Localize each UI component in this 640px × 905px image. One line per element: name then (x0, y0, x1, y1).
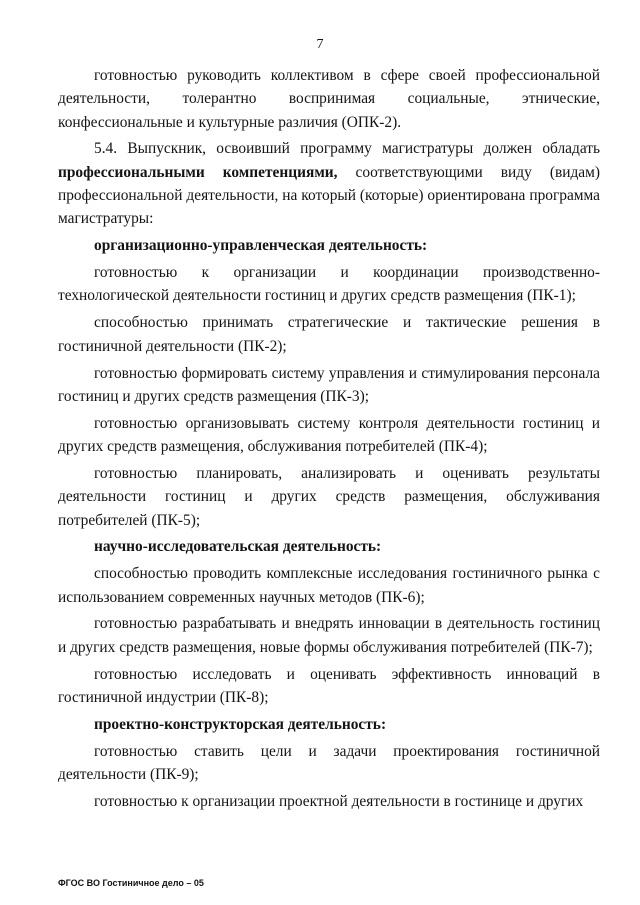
paragraph-5-4-bold-term: профессиональными компетенциями, (58, 163, 338, 181)
paragraph-5-4 (58, 137, 600, 230)
page-number: 7 (316, 37, 324, 52)
paragraph-opk-2: готовностью руководить коллективом в сфере своей профессиональной деятельности, толерантно воспринимая социальные, этнические, конфессиональные и культурные различия (ОПК-2). (58, 67, 600, 131)
paragraph-pk-3: готовностью формировать систему управления и стимулирования персонала гостиниц и других средств размещения (ПК-3); (58, 364, 600, 405)
footer-document-code: ФГОС ВО Гостиничное дело – 05 (58, 878, 204, 888)
paragraph-pk-7: готовностью разрабатывать и внедрять инновации в деятельность гостиниц и других средств размещения, новые формы обслуживания потребителей (ПК-7); (58, 615, 600, 656)
paragraph-5-4-intro: 5.4. Выпускник, освоивший программу магистратуры должен обладать (94, 140, 600, 158)
paragraph-pk-5: готовностью планировать, анализировать и оценивать результаты деятельности гостиниц и других средств размещения, обслуживания потребителей (ПК-5); (58, 464, 600, 529)
document-body (58, 64, 600, 817)
paragraph-pk-1: готовностью к организации и координации производственно-технологической деятельности гостиниц и других средств размещения (ПК-1); (58, 264, 600, 305)
paragraph-pk-10-start: готовностью к организации проектной деятельности в гостинице и других (94, 792, 584, 810)
paragraph-pk-4: готовностью организовывать систему контроля деятельности гостиниц и других средств размещения, обслуживания потребителей (ПК-4); (58, 414, 600, 456)
paragraph-pk-8: готовностью исследовать и оценивать эффективность инноваций в гостиничной индустрии (ПК-8); (58, 665, 600, 706)
paragraph-pk-9: готовностью ставить цели и задачи проектирования гостиничной деятельности (ПК-9); (58, 742, 600, 784)
section-heading-management: организационно-управленческая деятельность: (94, 237, 428, 255)
section-heading-design: проектно-конструкторская деятельность: (94, 715, 387, 733)
paragraph-5-4-rest: соответствующими виду (видам) профессиональной деятельности, на который (которые) ориентирована программа магистратуры: (58, 163, 600, 228)
paragraph-pk-6: способностью проводить комплексные исследования гостиничного рынка с использованием современных научных методов (ПК-6); (58, 565, 600, 606)
section-heading-research: научно-исследовательская деятельность: (94, 538, 382, 556)
paragraph-pk-2: способностью принимать стратегические и тактические решения в гостиничной деятельности (ПК-2); (58, 314, 600, 355)
